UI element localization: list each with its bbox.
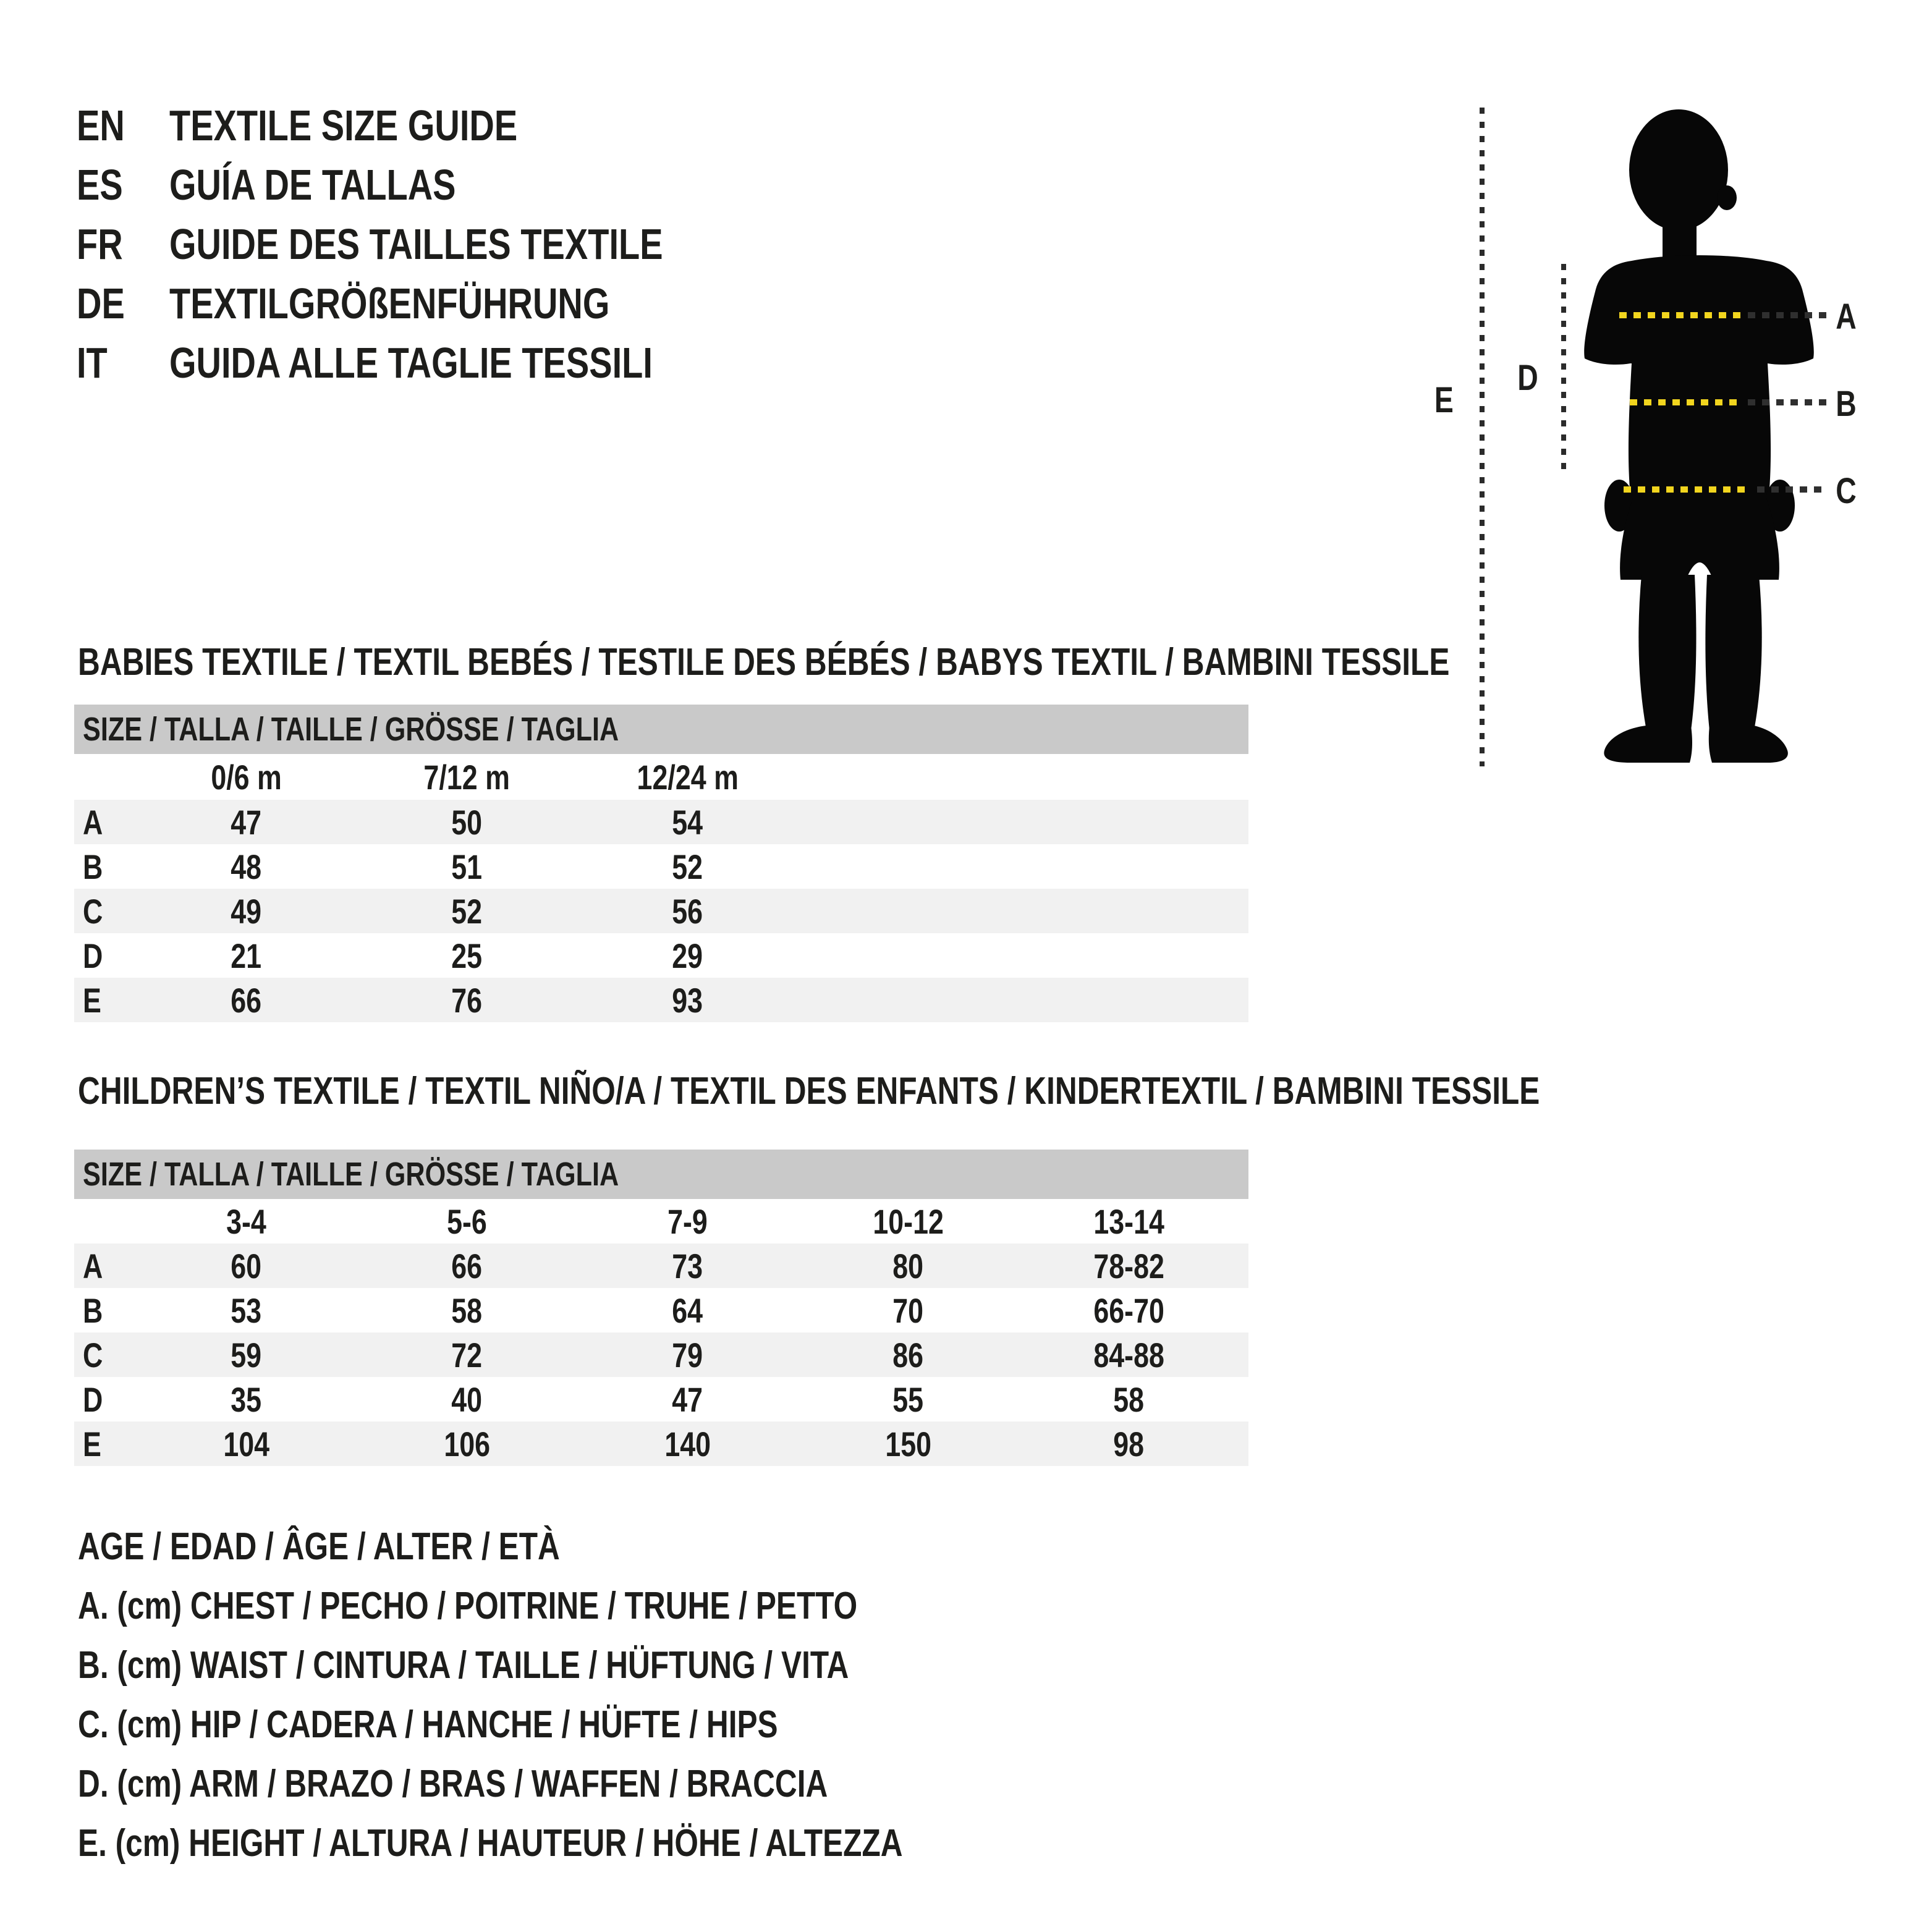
column-header: 7/12 m [423,757,511,797]
column-header: 10-12 [873,1201,944,1241]
table-cell: 93 [672,980,703,1020]
column-header: 12/24 m [637,757,739,797]
language-row-it [77,333,786,392]
table-cell: 29 [672,936,703,975]
column-header-row [74,1199,1248,1244]
table-cell: 51 [451,847,483,886]
table-cell: 47 [231,802,262,842]
measurement-legend [78,1517,1109,1873]
column-header: 7-9 [667,1201,708,1241]
language-title: GUIDA ALLE TAGLIE TESSILI [169,339,653,387]
table-cell: 66-70 [1093,1290,1164,1330]
row-label: A [83,1246,103,1286]
language-row-de [77,274,786,333]
children-size-table [74,1150,1248,1466]
table-cell: 25 [451,936,483,975]
hip-dashed-line-C-extension [1757,486,1828,493]
arm-measure-dotted-line-D [1561,264,1566,473]
table-cell: 150 [885,1424,931,1464]
column-header: 13-14 [1093,1201,1164,1241]
children-section-heading: CHILDREN’S TEXTILE / TEXTIL NIÑO/A / TEXTIL DES ENFANTS / KINDERTEXTIL / BAMBINI TESSILE [78,1070,1540,1112]
language-title: TEXTILGRÖßENFÜHRUNG [169,279,610,328]
legend-arm-D: D. (cm) ARM / BRAZO / BRAS / WAFFEN / BRACCIA [78,1762,828,1805]
language-code: DE [77,279,125,328]
waist-dashed-line-B-extension [1748,399,1828,405]
size-header-bar: SIZE / TALLA / TAILLE / GRÖSSE / TAGLIA [74,705,1248,754]
table-cell: 104 [223,1424,269,1464]
table-row-C [74,889,1248,933]
row-label: C [83,1335,103,1375]
silhouette-shoe-left [1604,726,1692,763]
column-header: 0/6 m [211,757,282,797]
table-cell: 73 [672,1246,703,1286]
language-title: TEXTILE SIZE GUIDE [169,101,518,150]
table-cell: 78-82 [1093,1246,1164,1286]
table-cell: 98 [1113,1424,1145,1464]
babies-size-table [74,705,1248,1022]
table-cell: 56 [672,891,703,931]
table-cell: 66 [231,980,262,1020]
table-cell: 84-88 [1093,1335,1164,1375]
measure-label-chest-A: A [1836,296,1857,337]
language-row-en [77,96,786,155]
table-cell: 40 [451,1379,483,1419]
language-code: ES [77,161,123,209]
silhouette-shoe-right [1709,726,1788,763]
table-cell: 58 [451,1290,483,1330]
language-code: FR [77,220,123,268]
table-cell: 53 [231,1290,262,1330]
table-cell: 54 [672,802,703,842]
legend-chest-A: A. (cm) CHEST / PECHO / POITRINE / TRUHE / PETTO [78,1584,858,1627]
table-cell: 70 [892,1290,924,1330]
table-cell: 60 [231,1246,262,1286]
legend-hip-C: C. (cm) HIP / CADERA / HANCHE / HÜFTE / HIPS [78,1703,778,1746]
table-cell: 49 [231,891,262,931]
language-row-es [77,155,786,214]
table-cell: 72 [451,1335,483,1375]
measure-label-hip-C: C [1836,470,1857,511]
column-header-row [74,754,1248,800]
measure-label-waist-B: B [1836,383,1857,424]
table-row-C [74,1332,1248,1377]
measure-label-arm-D: D [1517,357,1538,398]
silhouette-ear [1717,185,1737,210]
table-cell: 47 [672,1379,703,1419]
row-label: B [83,1290,103,1330]
size-header-bar: SIZE / TALLA / TAILLE / GRÖSSE / TAGLIA [74,1150,1248,1199]
row-label: B [83,847,103,886]
table-row-D [74,933,1248,978]
table-cell: 55 [892,1379,924,1419]
table-cell: 21 [231,936,262,975]
column-header: 3-4 [226,1201,266,1241]
measure-label-height-E: E [1434,379,1454,420]
language-title: GUIDE DES TAILLES TEXTILE [169,220,663,268]
table-cell: 66 [451,1246,483,1286]
table-cell: 59 [231,1335,262,1375]
table-row-A [74,1244,1248,1288]
table-cell: 64 [672,1290,703,1330]
table-cell: 52 [672,847,703,886]
legend-height-E: E. (cm) HEIGHT / ALTURA / HAUTEUR / HÖHE / ALTEZZA [78,1821,903,1865]
table-cell: 35 [231,1379,262,1419]
row-label: C [83,891,103,931]
row-label: E [83,1424,101,1464]
language-code: IT [77,339,108,387]
hip-dashed-line-C-yellow [1624,486,1751,493]
row-label: D [83,1379,103,1419]
table-row-A [74,800,1248,844]
table-cell: 76 [451,980,483,1020]
table-row-E [74,1421,1248,1466]
row-label: E [83,980,101,1020]
language-title: GUÍA DE TALLAS [169,161,456,209]
table-row-B [74,844,1248,889]
babies-section-heading: BABIES TEXTILE / TEXTIL BEBÉS / TESTILE DES BÉBÉS / BABYS TEXTIL / BAMBINI TESSILE [78,641,1450,684]
table-cell: 79 [672,1335,703,1375]
silhouette-shorts [1620,498,1779,580]
table-row-E [74,978,1248,1022]
table-cell: 140 [664,1424,711,1464]
table-row-B [74,1288,1248,1332]
table-cell: 50 [451,802,483,842]
table-row-D [74,1377,1248,1421]
table-cell: 58 [1113,1379,1145,1419]
language-code: EN [77,101,125,150]
row-label: A [83,802,103,842]
column-header: 5-6 [447,1201,487,1241]
table-cell: 52 [451,891,483,931]
row-label: D [83,936,103,975]
waist-dashed-line-B-yellow [1630,399,1741,405]
table-cell: 80 [892,1246,924,1286]
legend-waist-B: B. (cm) WAIST / CINTURA / TAILLE / HÜFTUNG / VITA [78,1643,849,1687]
table-cell: 48 [231,847,262,886]
language-title-list [77,96,786,392]
language-row-fr [77,214,786,274]
chest-dashed-line-A-yellow [1619,312,1742,318]
table-cell: 106 [444,1424,490,1464]
legend-age: AGE / EDAD / ÂGE / ALTER / ETÀ [78,1525,560,1568]
chest-dashed-line-A-extension [1748,312,1828,318]
table-cell: 86 [892,1335,924,1375]
